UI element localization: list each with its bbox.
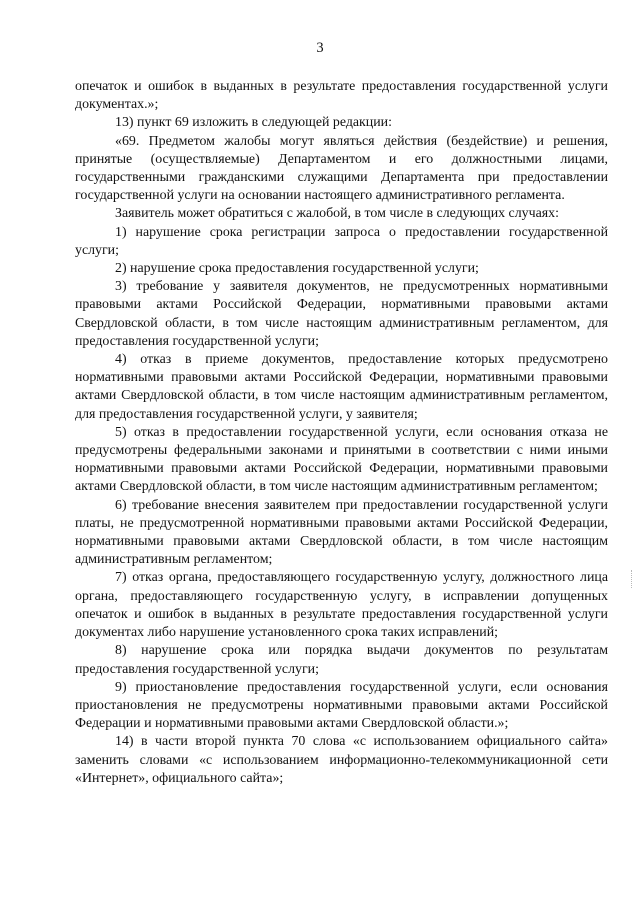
list-item-5: 5) отказ в предоставлении государственной услуги, если основания отказа не предусмотрены федеральными законами и принятыми в соответствии с ними иными нормативными правовыми актами Российской Федерации, нормативными правовыми актами Свердловской области, в том числе настоящим административным регламентом;: [75, 424, 608, 495]
page-number: 3: [316, 40, 324, 56]
margin-mark: [631, 570, 634, 588]
list-item-2: 2) нарушение срока предоставления государственной услуги;: [115, 261, 479, 277]
list-item-6: 6) требование внесения заявителем при предоставлении государственной услуги платы, не предусмотренной нормативными правовыми актами Российской Федерации, нормативными правовыми актами Свердловской области, в том числе настоящим административным регламентом;: [75, 497, 608, 568]
list-item-4: 4) отказ в приеме документов, предоставление которых предусмотрено нормативными правовыми актами Российской Федерации, нормативными правовыми актами Свердловской области, в том числе настоящим административным регламентом, для предоставления государственной услуги, у заявителя;: [75, 352, 608, 422]
document-body: [75, 78, 608, 788]
paragraph-complaint-cases: Заявитель может обратиться с жалобой, в том числе в следующих случаях:: [115, 206, 559, 222]
list-item-1: 1) нарушение срока регистрации запроса о предоставлении государственной услуги;: [75, 224, 608, 258]
paragraph-point-69: «69. Предметом жалобы могут являться действия (бездействие) и решения, принятые (осуществляемые) Департаментом и его должностными лицами, государственными гражданскими служащими Департамента при предоставлении государственной услуги на основании настоящего административного регламента.: [75, 133, 608, 204]
list-item-9: 9) приостановление предоставления государственной услуги, если основания приостановления не предусмотрены нормативными правовыми актами Российской Федерации и нормативными правовыми актами Свердловской области.»;: [75, 679, 608, 732]
list-item-7: 7) отказ органа, предоставляющего государственную услугу, должностного лица органа, предоставляющего государственную услугу, в исправлении допущенных опечаток и ошибок в выданных в результате предоставления государственной услуги документах либо нарушение установленного срока таких исправлений;: [75, 570, 608, 641]
paragraph-item-14: 14) в части второй пункта 70 слова «с использованием официального сайта» заменить словами «с использованием информационно-телекоммуникационной сети «Интернет», официального сайта»;: [75, 734, 608, 786]
paragraph-item-13: 13) пункт 69 изложить в следующей редакции:: [115, 115, 392, 131]
paragraph-continuation: опечаток и ошибок в выданных в результате предоставления государственной услуги документах.»;: [75, 79, 608, 113]
list-item-3: 3) требование у заявителя документов, не предусмотренных нормативными правовыми актами Российской Федерации, нормативными правовыми актами Свердловской области, в том числе настоящим административным регламентом, для предоставления государственной услуги;: [75, 279, 608, 349]
list-item-8: 8) нарушение срока или порядка выдачи документов по результатам предоставления государственной услуги;: [75, 643, 608, 677]
